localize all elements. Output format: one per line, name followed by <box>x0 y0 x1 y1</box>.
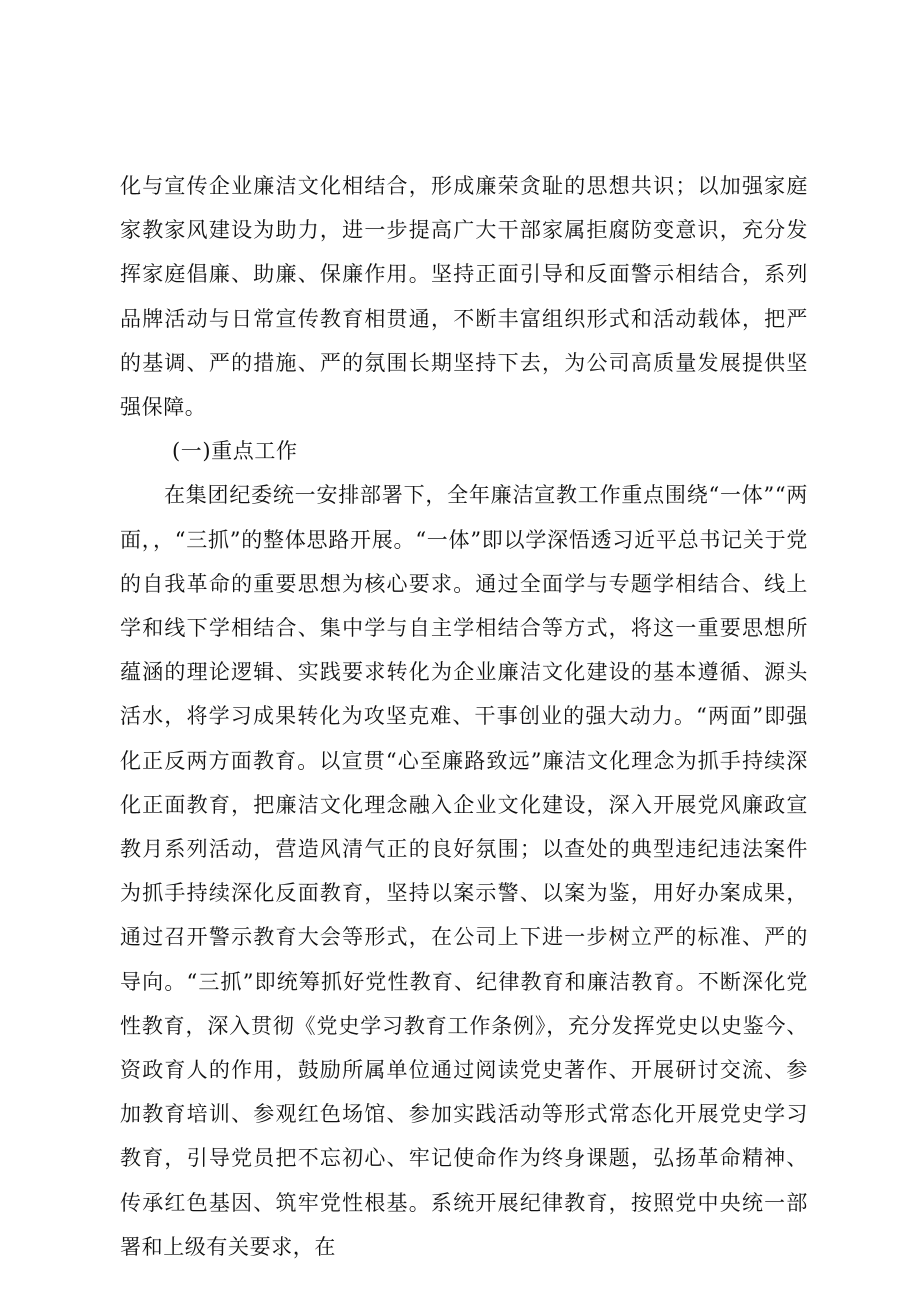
section-heading: (一)重点工作 <box>172 439 298 464</box>
paragraph-main: 在集团纪委统一安排部署下，全年廉洁宣教工作重点围绕“一体”“两面，，“三抓”的整体思路开展。“一体”即以学深悟透习近平总书记关于党的自我革命的重要思想为核心要求。通过全面学与专题学相结合、线上学和线下学相结合、集中学与自主学相结合等方式，将这一重要思想所蕴涵的理论逻辑、实践要求转化为企业廉洁文化建设的基本遵循、源头活水，将学习成果转化为攻坚克难、干事创业的强大动力。“两面”即强化正反两方面教育。以宣贯“心至廉路致远”廉洁文化理念为抓手持续深化正面教育，把廉洁文化理念融入企业文化建设，深入开展党风廉政宣教月系列活动，营造风清气正的良好氛围；以查处的典型违纪违法案件为抓手持续深化反面教育，坚持以案示警、以案为鉴，用好办案成果，通过召开警示教育大会等形式，在公司上下进一步树立严的标准、严的导向。“三抓”即统筹抓好党性教育、纪律教育和廉洁教育。不断深化党性教育，深入贯彻《党史学习教育工作条例》，充分发挥党史以史鉴今、资政育人的作用，鼓励所属单位通过阅读党史著作、开展研讨交流、参加教育培训、参观红色场馆、参加实践活动等形式常态化开展党史学习教育，引导党员把不忘初心、牢记使命作为终身课题，弘扬革命精神、传承红色基因、筑牢党性根基。系统开展纪律教育，按照党中央统一部署和上级有关要求，在 <box>120 483 808 1259</box>
document-body <box>120 164 808 1269</box>
paragraph-intro: 化与宣传企业廉洁文化相结合，形成廉荣贪耻的思想共识；以加强家庭家教家风建设为助力，进一步提高广大干部家属拒腐防变意识，充分发挥家庭倡廉、助廉、保廉作用。坚持正面引导和反面警示相结合，系列品牌活动与日常宣传教育相贯通，不断丰富组织形式和活动载体，把严的基调、严的措施、严的氛围长期坚持下去，为公司高质量发展提供坚强保障。 <box>120 174 808 420</box>
